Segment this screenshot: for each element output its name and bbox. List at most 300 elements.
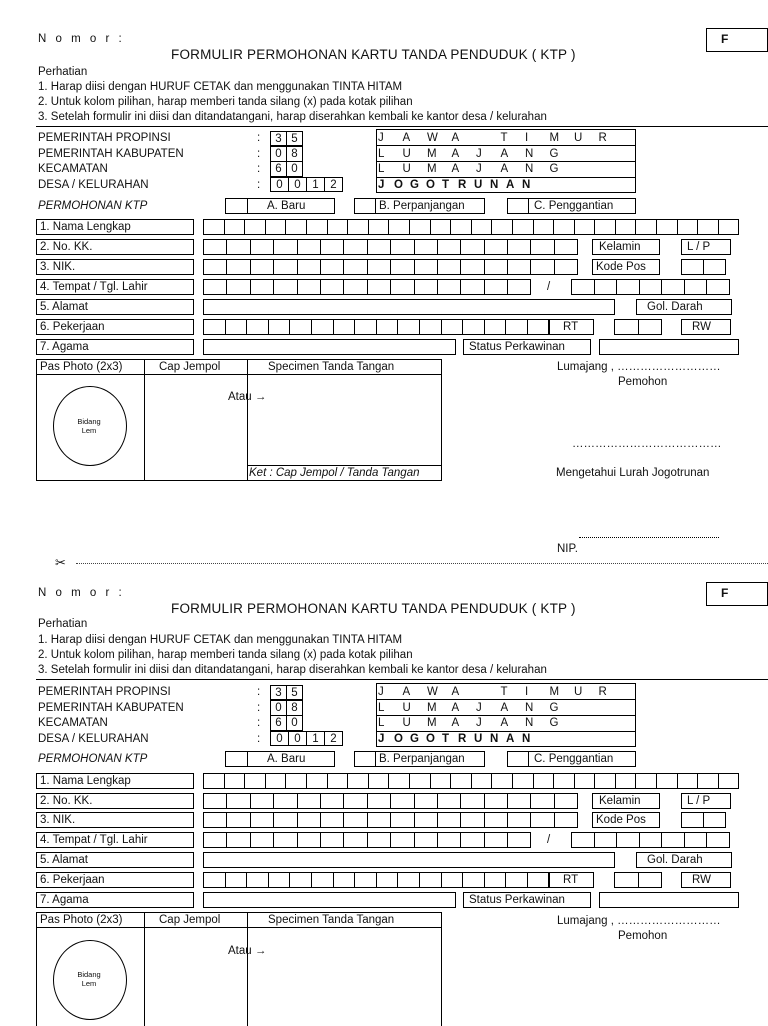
input-cell[interactable] bbox=[484, 793, 508, 809]
input-cell[interactable] bbox=[390, 259, 414, 275]
input-cell[interactable] bbox=[571, 279, 595, 295]
input-cell[interactable] bbox=[297, 239, 321, 255]
cap-jempol-header: Cap Jempol bbox=[159, 914, 221, 926]
input-cell[interactable] bbox=[226, 812, 250, 828]
input-cell[interactable] bbox=[553, 219, 575, 235]
option-penggantian[interactable]: C. Penggantian bbox=[528, 198, 636, 214]
input-cell[interactable] bbox=[635, 773, 657, 789]
input-cell[interactable] bbox=[354, 319, 377, 335]
kode-pos-label: Kode Pos bbox=[592, 812, 660, 828]
input-cell[interactable] bbox=[441, 872, 464, 888]
input-cell[interactable] bbox=[638, 319, 663, 335]
input-cell[interactable] bbox=[320, 812, 344, 828]
input-cell[interactable] bbox=[656, 219, 678, 235]
propinsi-code[interactable] bbox=[270, 685, 302, 700]
input-cell[interactable] bbox=[327, 219, 349, 235]
kabupaten-label: PEMERINTAH KABUPATEN bbox=[38, 702, 184, 714]
rt-cells[interactable] bbox=[614, 872, 661, 888]
input-cell[interactable] bbox=[527, 872, 550, 888]
note-3: 3. Setelah formulir ini diisi dan ditandatangani, harap diserahkan kembali ke kantor desa / kelurahan bbox=[38, 111, 547, 123]
input-cell[interactable] bbox=[594, 832, 618, 848]
desa-label: DESA / KELURAHAN bbox=[38, 179, 149, 191]
checkbox-baru[interactable] bbox=[225, 198, 248, 214]
rt-label: RT bbox=[548, 872, 594, 888]
alamat-input[interactable] bbox=[203, 852, 615, 868]
input-cell[interactable] bbox=[203, 872, 226, 888]
input-cell[interactable] bbox=[615, 773, 637, 789]
pemohon-label: Pemohon bbox=[618, 930, 668, 942]
input-cell[interactable] bbox=[203, 219, 225, 235]
permohonan-label: PERMOHONAN KTP bbox=[38, 200, 148, 212]
input-cell[interactable] bbox=[311, 872, 334, 888]
input-cell[interactable] bbox=[333, 319, 356, 335]
input-cell[interactable] bbox=[297, 793, 321, 809]
input-cell[interactable] bbox=[614, 319, 639, 335]
code-cell: 0 bbox=[270, 146, 287, 162]
checkbox-penggantian[interactable] bbox=[507, 751, 529, 767]
input-cell[interactable] bbox=[320, 832, 344, 848]
input-cell[interactable] bbox=[507, 239, 531, 255]
input-cell[interactable] bbox=[505, 872, 528, 888]
tgl-lahir-cells[interactable] bbox=[571, 279, 729, 295]
input-cell[interactable] bbox=[244, 773, 266, 789]
input-cell[interactable] bbox=[320, 279, 344, 295]
desa-code[interactable] bbox=[270, 731, 342, 746]
input-cell[interactable] bbox=[471, 219, 493, 235]
tempat-lahir-cells[interactable] bbox=[203, 832, 530, 848]
input-cell[interactable] bbox=[273, 812, 297, 828]
input-cell[interactable] bbox=[484, 239, 508, 255]
input-cell[interactable] bbox=[343, 279, 367, 295]
input-cell[interactable] bbox=[706, 279, 730, 295]
input-cell[interactable] bbox=[367, 279, 391, 295]
form-title: FORMULIR PERMOHONAN KARTU TANDA PENDUDUK ( KTP ) bbox=[171, 47, 576, 62]
alamat-input[interactable] bbox=[203, 299, 615, 315]
input-cell[interactable] bbox=[718, 219, 740, 235]
input-cell[interactable] bbox=[533, 219, 555, 235]
arrow-right-icon: → bbox=[254, 945, 267, 957]
input-cell[interactable] bbox=[484, 259, 508, 275]
input-cell[interactable] bbox=[484, 812, 508, 828]
input-cell[interactable] bbox=[376, 872, 399, 888]
code-cell: 1 bbox=[306, 731, 325, 746]
bidang-lem-label: Bidang Lem bbox=[77, 970, 101, 988]
nama-lengkap-cells[interactable] bbox=[203, 219, 738, 235]
input-cell[interactable] bbox=[203, 239, 227, 255]
input-cell[interactable] bbox=[554, 812, 578, 828]
code-cell: 0 bbox=[270, 700, 287, 716]
input-cell[interactable] bbox=[530, 259, 554, 275]
kabupaten-code[interactable] bbox=[270, 700, 302, 716]
input-cell[interactable] bbox=[437, 239, 461, 255]
input-cell[interactable] bbox=[343, 239, 367, 255]
option-perpanjangan[interactable]: B. Perpanjangan bbox=[375, 198, 485, 214]
input-cell[interactable] bbox=[203, 259, 227, 275]
input-cell[interactable] bbox=[507, 832, 531, 848]
input-cell[interactable] bbox=[681, 259, 704, 275]
kabupaten-code[interactable] bbox=[270, 146, 302, 162]
input-cell[interactable] bbox=[706, 832, 730, 848]
status-perkawinan-input[interactable] bbox=[599, 339, 739, 355]
input-cell[interactable] bbox=[224, 773, 246, 789]
input-cell[interactable] bbox=[414, 793, 438, 809]
input-cell[interactable] bbox=[246, 872, 269, 888]
input-cell[interactable] bbox=[306, 773, 328, 789]
tempat-lahir-cells[interactable] bbox=[203, 279, 530, 295]
input-cell[interactable] bbox=[250, 812, 274, 828]
input-cell[interactable] bbox=[224, 219, 246, 235]
input-cell[interactable] bbox=[661, 832, 685, 848]
scissors-icon: ✂ bbox=[55, 555, 66, 570]
input-cell[interactable] bbox=[554, 259, 578, 275]
input-cell[interactable] bbox=[530, 793, 554, 809]
field-alamat: 5. Alamat bbox=[36, 299, 194, 315]
input-cell[interactable] bbox=[367, 793, 391, 809]
input-cell[interactable] bbox=[614, 872, 639, 888]
kode-pos-label: Kode Pos bbox=[592, 259, 660, 275]
input-cell[interactable] bbox=[297, 832, 321, 848]
input-cell[interactable] bbox=[484, 832, 508, 848]
kecamatan-code[interactable] bbox=[270, 715, 302, 731]
field-nik: 3. NIK. bbox=[36, 259, 194, 275]
input-cell[interactable] bbox=[574, 773, 596, 789]
no-kk-cells[interactable] bbox=[203, 793, 577, 809]
input-cell[interactable] bbox=[390, 832, 414, 848]
input-cell[interactable] bbox=[367, 239, 391, 255]
input-cell[interactable] bbox=[226, 832, 250, 848]
input-cell[interactable] bbox=[203, 319, 226, 335]
input-cell[interactable] bbox=[430, 219, 452, 235]
ket-note: Ket : Cap Jempol / Tanda Tangan bbox=[249, 467, 420, 479]
checkbox-perpanjangan[interactable] bbox=[354, 751, 376, 767]
specimen-header: Specimen Tanda Tangan bbox=[268, 914, 395, 926]
input-cell[interactable] bbox=[367, 812, 391, 828]
input-cell[interactable] bbox=[507, 812, 531, 828]
input-cell[interactable] bbox=[388, 773, 410, 789]
input-cell[interactable] bbox=[273, 259, 297, 275]
input-cell[interactable] bbox=[244, 219, 266, 235]
code-cell: 5 bbox=[286, 685, 303, 700]
colon: : bbox=[257, 733, 261, 745]
input-cell[interactable] bbox=[388, 219, 410, 235]
input-cell[interactable] bbox=[390, 239, 414, 255]
status-perkawinan-input[interactable] bbox=[599, 892, 739, 908]
code-cell: 0 bbox=[270, 177, 289, 192]
propinsi-label: PEMERINTAH PROPINSI bbox=[38, 686, 171, 698]
input-cell[interactable] bbox=[367, 259, 391, 275]
input-cell[interactable] bbox=[250, 239, 274, 255]
input-cell[interactable] bbox=[320, 259, 344, 275]
input-cell[interactable] bbox=[285, 773, 307, 789]
input-cell[interactable] bbox=[460, 279, 484, 295]
option-perpanjangan[interactable]: B. Perpanjangan bbox=[375, 751, 485, 767]
propinsi-name: J A W A T I M U R bbox=[378, 132, 607, 144]
input-cell[interactable] bbox=[484, 279, 508, 295]
input-cell[interactable] bbox=[347, 219, 369, 235]
input-cell[interactable] bbox=[368, 219, 390, 235]
input-cell[interactable] bbox=[268, 872, 291, 888]
input-cell[interactable] bbox=[414, 259, 438, 275]
input-cell[interactable] bbox=[697, 219, 719, 235]
input-cell[interactable] bbox=[289, 872, 312, 888]
input-cell[interactable] bbox=[615, 219, 637, 235]
input-cell[interactable] bbox=[297, 259, 321, 275]
checkbox-perpanjangan[interactable] bbox=[354, 198, 376, 214]
input-cell[interactable] bbox=[203, 832, 227, 848]
input-cell[interactable] bbox=[390, 279, 414, 295]
input-cell[interactable] bbox=[226, 793, 250, 809]
input-cell[interactable] bbox=[661, 279, 685, 295]
kecamatan-code[interactable] bbox=[270, 161, 302, 177]
input-cell[interactable] bbox=[533, 773, 555, 789]
input-cell[interactable] bbox=[437, 812, 461, 828]
option-baru[interactable]: A. Baru bbox=[247, 198, 335, 214]
code-cell: 1 bbox=[306, 177, 325, 192]
propinsi-code[interactable] bbox=[270, 131, 302, 146]
input-cell[interactable] bbox=[553, 773, 575, 789]
input-cell[interactable] bbox=[311, 319, 334, 335]
input-cell[interactable] bbox=[306, 219, 328, 235]
kode-pos-cells[interactable] bbox=[681, 259, 725, 275]
input-cell[interactable] bbox=[397, 872, 420, 888]
input-cell[interactable] bbox=[343, 793, 367, 809]
input-cell[interactable] bbox=[285, 219, 307, 235]
cap-jempol-header: Cap Jempol bbox=[159, 361, 221, 373]
input-cell[interactable] bbox=[225, 872, 248, 888]
input-cell[interactable] bbox=[390, 812, 414, 828]
input-cell[interactable] bbox=[684, 832, 708, 848]
code-cell: 2 bbox=[324, 731, 343, 746]
input-cell[interactable] bbox=[635, 219, 657, 235]
input-cell[interactable] bbox=[203, 773, 225, 789]
input-cell[interactable] bbox=[450, 219, 472, 235]
field-tempat-tgl-lahir: 4. Tempat / Tgl. Lahir bbox=[36, 279, 194, 295]
kabupaten-name: L U M A J A N G bbox=[378, 702, 559, 714]
input-cell[interactable] bbox=[527, 319, 550, 335]
input-cell[interactable] bbox=[203, 793, 227, 809]
input-cell[interactable] bbox=[638, 872, 663, 888]
input-cell[interactable] bbox=[462, 872, 485, 888]
input-cell[interactable] bbox=[250, 259, 274, 275]
nik-cells[interactable] bbox=[203, 259, 577, 275]
input-cell[interactable] bbox=[437, 793, 461, 809]
input-cell[interactable] bbox=[203, 279, 227, 295]
input-cell[interactable] bbox=[327, 773, 349, 789]
code-cell: 0 bbox=[288, 731, 307, 746]
note-2: 2. Untuk kolom pilihan, harap memberi tanda silang (x) pada kotak pilihan bbox=[38, 649, 413, 661]
colon: : bbox=[257, 163, 261, 175]
date-slash: / bbox=[547, 281, 551, 293]
input-cell[interactable] bbox=[203, 812, 227, 828]
input-cell[interactable] bbox=[460, 259, 484, 275]
input-cell[interactable] bbox=[367, 832, 391, 848]
option-penggantian[interactable]: C. Penggantian bbox=[528, 751, 636, 767]
kecamatan-label: KECAMATAN bbox=[38, 717, 108, 729]
input-cell[interactable] bbox=[681, 812, 704, 828]
input-cell[interactable] bbox=[226, 239, 250, 255]
input-cell[interactable] bbox=[460, 793, 484, 809]
pekerjaan-cells[interactable] bbox=[203, 319, 549, 335]
tgl-lahir-cells[interactable] bbox=[571, 832, 729, 848]
input-cell[interactable] bbox=[491, 219, 513, 235]
input-cell[interactable] bbox=[718, 773, 740, 789]
input-cell[interactable] bbox=[460, 812, 484, 828]
input-cell[interactable] bbox=[437, 259, 461, 275]
input-cell[interactable] bbox=[368, 773, 390, 789]
input-cell[interactable] bbox=[297, 812, 321, 828]
input-cell[interactable] bbox=[414, 832, 438, 848]
input-cell[interactable] bbox=[250, 793, 274, 809]
nomor-label: N o m o r : bbox=[38, 587, 125, 599]
input-cell[interactable] bbox=[462, 319, 485, 335]
kode-pos-cells[interactable] bbox=[681, 812, 725, 828]
input-cell[interactable] bbox=[677, 773, 699, 789]
input-cell[interactable] bbox=[273, 239, 297, 255]
pas-photo-header: Pas Photo (2x3) bbox=[40, 361, 123, 373]
code-cell: 0 bbox=[286, 161, 303, 177]
input-cell[interactable] bbox=[530, 812, 554, 828]
input-cell[interactable] bbox=[268, 319, 291, 335]
code-cell: 0 bbox=[288, 177, 307, 192]
nik-cells[interactable] bbox=[203, 812, 577, 828]
input-cell[interactable] bbox=[409, 219, 431, 235]
checkbox-baru[interactable] bbox=[225, 751, 248, 767]
input-cell[interactable] bbox=[320, 239, 344, 255]
input-cell[interactable] bbox=[265, 773, 287, 789]
colon: : bbox=[257, 686, 261, 698]
input-cell[interactable] bbox=[484, 872, 507, 888]
colon: : bbox=[257, 132, 261, 144]
code-cell: 6 bbox=[270, 161, 287, 177]
input-cell[interactable] bbox=[320, 793, 344, 809]
input-cell[interactable] bbox=[273, 832, 297, 848]
input-cell[interactable] bbox=[414, 812, 438, 828]
input-cell[interactable] bbox=[639, 279, 663, 295]
input-cell[interactable] bbox=[450, 773, 472, 789]
input-cell[interactable] bbox=[484, 319, 507, 335]
input-cell[interactable] bbox=[390, 793, 414, 809]
kecamatan-name: L U M A J A N G bbox=[378, 163, 559, 175]
input-cell[interactable] bbox=[677, 219, 699, 235]
pekerjaan-cells[interactable] bbox=[203, 872, 549, 888]
input-cell[interactable] bbox=[656, 773, 678, 789]
input-cell[interactable] bbox=[554, 239, 578, 255]
input-cell[interactable] bbox=[571, 832, 595, 848]
input-cell[interactable] bbox=[226, 259, 250, 275]
input-cell[interactable] bbox=[419, 872, 442, 888]
input-cell[interactable] bbox=[697, 773, 719, 789]
note-3: 3. Setelah formulir ini diisi dan ditandatangani, harap diserahkan kembali ke kantor desa / kelurahan bbox=[38, 664, 547, 676]
input-cell[interactable] bbox=[594, 219, 616, 235]
input-cell[interactable] bbox=[512, 219, 534, 235]
input-cell[interactable] bbox=[333, 872, 356, 888]
input-cell[interactable] bbox=[507, 279, 531, 295]
code-cell: 8 bbox=[286, 146, 303, 162]
input-cell[interactable] bbox=[250, 279, 274, 295]
input-cell[interactable] bbox=[437, 832, 461, 848]
input-cell[interactable] bbox=[437, 279, 461, 295]
input-cell[interactable] bbox=[246, 319, 269, 335]
lurah-sign-line bbox=[579, 537, 719, 538]
agama-input[interactable] bbox=[203, 892, 456, 908]
input-cell[interactable] bbox=[530, 239, 554, 255]
specimen-header: Specimen Tanda Tangan bbox=[268, 361, 395, 373]
input-cell[interactable] bbox=[419, 319, 442, 335]
input-cell[interactable] bbox=[554, 793, 578, 809]
code-cell: 3 bbox=[270, 685, 287, 700]
input-cell[interactable] bbox=[594, 773, 616, 789]
input-cell[interactable] bbox=[703, 812, 726, 828]
rt-cells[interactable] bbox=[614, 319, 661, 335]
colon: : bbox=[257, 702, 261, 714]
propinsi-name: J A W A T I M U R bbox=[378, 686, 607, 698]
corner-code: F bbox=[721, 32, 729, 46]
input-cell[interactable] bbox=[616, 279, 640, 295]
nomor-label: N o m o r : bbox=[38, 33, 125, 45]
input-cell[interactable] bbox=[343, 259, 367, 275]
input-cell[interactable] bbox=[297, 279, 321, 295]
input-cell[interactable] bbox=[347, 773, 369, 789]
input-cell[interactable] bbox=[507, 259, 531, 275]
input-cell[interactable] bbox=[273, 793, 297, 809]
checkbox-penggantian[interactable] bbox=[507, 198, 529, 214]
input-cell[interactable] bbox=[414, 279, 438, 295]
code-cell: 0 bbox=[270, 731, 289, 746]
input-cell[interactable] bbox=[226, 279, 250, 295]
input-cell[interactable] bbox=[639, 832, 663, 848]
input-cell[interactable] bbox=[507, 793, 531, 809]
input-cell[interactable] bbox=[430, 773, 452, 789]
input-cell[interactable] bbox=[397, 319, 420, 335]
input-cell[interactable] bbox=[289, 319, 312, 335]
option-baru[interactable]: A. Baru bbox=[247, 751, 335, 767]
date-slash: / bbox=[547, 834, 551, 846]
no-kk-cells[interactable] bbox=[203, 239, 577, 255]
code-cell: 3 bbox=[270, 131, 287, 146]
input-cell[interactable] bbox=[409, 773, 431, 789]
input-cell[interactable] bbox=[273, 279, 297, 295]
rt-label: RT bbox=[548, 319, 594, 335]
input-cell[interactable] bbox=[265, 219, 287, 235]
input-cell[interactable] bbox=[491, 773, 513, 789]
atau-label: Atau → bbox=[228, 391, 267, 403]
input-cell[interactable] bbox=[684, 279, 708, 295]
input-cell[interactable] bbox=[460, 832, 484, 848]
colon: : bbox=[257, 148, 261, 160]
desa-code[interactable] bbox=[270, 177, 342, 192]
input-cell[interactable] bbox=[376, 319, 399, 335]
input-cell[interactable] bbox=[250, 832, 274, 848]
input-cell[interactable] bbox=[594, 279, 618, 295]
permohonan-label: PERMOHONAN KTP bbox=[38, 753, 148, 765]
input-cell[interactable] bbox=[354, 872, 377, 888]
perhatian-label: Perhatian bbox=[38, 618, 88, 630]
input-cell[interactable] bbox=[505, 319, 528, 335]
input-cell[interactable] bbox=[343, 812, 367, 828]
input-cell[interactable] bbox=[460, 239, 484, 255]
input-cell[interactable] bbox=[441, 319, 464, 335]
input-cell[interactable] bbox=[414, 239, 438, 255]
input-cell[interactable] bbox=[574, 219, 596, 235]
input-cell[interactable] bbox=[225, 319, 248, 335]
input-cell[interactable] bbox=[512, 773, 534, 789]
nama-lengkap-cells[interactable] bbox=[203, 773, 738, 789]
agama-input[interactable] bbox=[203, 339, 456, 355]
input-cell[interactable] bbox=[471, 773, 493, 789]
input-cell[interactable] bbox=[616, 832, 640, 848]
input-cell[interactable] bbox=[343, 832, 367, 848]
input-cell[interactable] bbox=[703, 259, 726, 275]
